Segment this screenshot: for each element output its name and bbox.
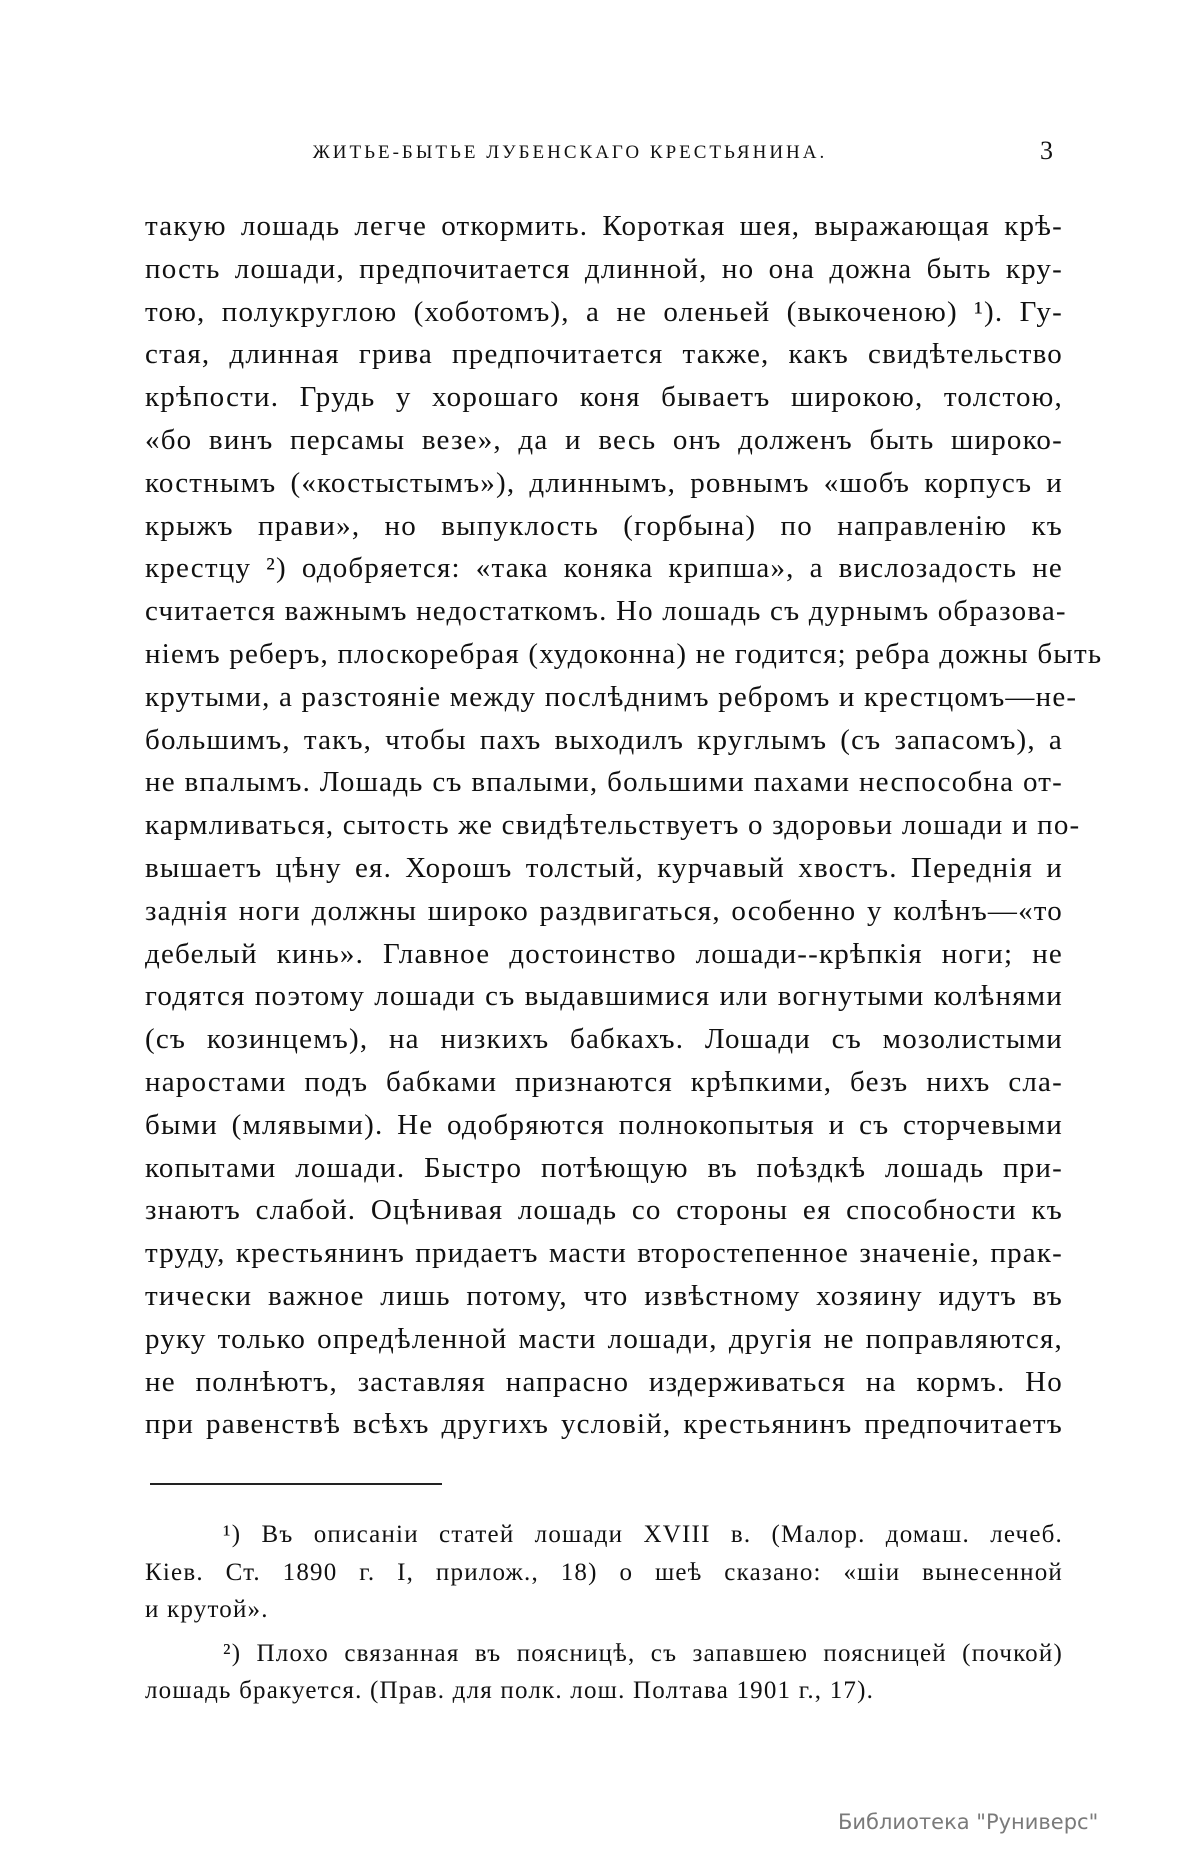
- body-line: тою, полукруглою (хоботомъ), а не оленьей (выкоченою) ¹). Гу-: [145, 295, 1063, 328]
- footnote-1-line: и крутой».: [145, 1596, 269, 1624]
- body-line: руку только опредѣленной масти лошади, другія не поправляются,: [145, 1322, 1063, 1355]
- body-line: тически важное лишь потому, что извѣстному хозяину идутъ въ: [145, 1279, 1063, 1312]
- body-line: пость лошади, предпочитается длинной, но она дожна быть кру-: [145, 252, 1063, 285]
- body-line: знаютъ слабой. Оцѣнивая лошадь со стороны ея способности къ: [145, 1194, 1063, 1227]
- footnotes: [145, 1516, 1063, 1710]
- footnote-1-line: ¹) Въ описаніи статей лошади XVIII в. (Малор. домаш. лечеб.: [223, 1521, 1063, 1548]
- body-line: быми (млявыми). Не одобряются полнокопытыя и съ сторчевыми: [145, 1108, 1063, 1141]
- body-line: годятся поэтому лошади съ выдавшимися или вогнутыми колѣнями: [145, 980, 1063, 1013]
- body-line: копытами лошади. Быстро потѣющую въ поѣздкѣ лошадь при-: [145, 1151, 1063, 1184]
- body-line: большимъ, такъ, чтобы пахъ выходилъ круглымъ (съ запасомъ), а: [145, 723, 1063, 756]
- body-line: не впалымъ. Лошадь съ впалыми, большими пахами неспособна от-: [145, 766, 1063, 799]
- body-line: кармливаться, сытость же свидѣтельствуетъ о здоровьи лошади и по-: [145, 809, 1081, 842]
- body-line: (съ козинцемъ), на низкихъ бабкахъ. Лошади съ мозолистыми: [145, 1023, 1063, 1056]
- body-text: [145, 205, 1103, 1446]
- body-line: при равенствѣ всѣхъ другихъ условій, крестьянинъ предпочитаетъ: [145, 1408, 1063, 1441]
- body-line: стая, длинная грива предпочитается также, какъ свидѣтельство: [145, 338, 1063, 371]
- body-line: крѣпости. Грудь у хорошаго коня бываетъ широкою, толстою,: [145, 381, 1063, 414]
- footnote-2-line: лошадь бракуется. (Прав. для полк. лош. Полтава 1901 г., 17).: [145, 1677, 875, 1705]
- body-line: «бо винъ персамы везе», да и весь онъ долженъ быть широко-: [145, 423, 1063, 456]
- body-line: не полнѣютъ, заставляя напрасно издерживаться на кормъ. Но: [145, 1365, 1063, 1398]
- body-line: костнымъ («костыстымъ»), длиннымъ, ровнымъ «шобъ корпусъ и: [145, 466, 1063, 499]
- footnote-rule: [150, 1483, 442, 1485]
- body-line: наростами подъ бабками признаются крѣпкими, безъ нихъ сла-: [145, 1065, 1063, 1098]
- body-line: такую лошадь легче откормить. Короткая шея, выражающая крѣ-: [145, 210, 1063, 242]
- body-line: ніемъ реберъ, плоскоребрая (худоконна) не годится; ребра дожны быть: [145, 637, 1103, 670]
- library-watermark: Библиотека "Руниверс": [838, 1810, 1099, 1834]
- body-line: вышаетъ цѣну ея. Хорошъ толстый, курчавый хвостъ. Переднія и: [145, 851, 1063, 884]
- body-line: крутыми, а разстояніе между послѣднимъ ребромъ и крестцомъ—не-: [145, 680, 1078, 713]
- body-line: труду, крестьянинъ придаетъ масти второстепенное значеніе, прак-: [145, 1237, 1063, 1270]
- body-line: заднія ноги должны широко раздвигаться, особенно у колѣнъ—«то: [145, 894, 1063, 927]
- running-head: ЖИТЬЕ-БЫТЬЕ ЛУБЕНСКАГО КРЕСТЬЯНИНА.: [312, 142, 828, 163]
- footnote-1-line: Кіев. Ст. 1890 г. I, прилож., 18) о шеѣ сказано: «шіи вынесенной: [145, 1558, 1063, 1586]
- body-line: дебелый кинь». Главное достоинство лошади--крѣпкія ноги; не: [145, 937, 1063, 970]
- body-line: считается важнымъ недостаткомъ. Но лошадь съ дурнымъ образова-: [145, 595, 1067, 628]
- page-number: 3: [1040, 136, 1053, 165]
- footnote-2-line: ²) Плохо связанная въ поясницѣ, съ запавшею поясницей (почкой): [223, 1639, 1063, 1667]
- body-line: крыжъ прави», но выпуклость (горбына) по направленію къ: [145, 509, 1063, 542]
- body-line: крестцу ²) одобряется: «така коняка крипша», а вислозадость не: [145, 552, 1063, 585]
